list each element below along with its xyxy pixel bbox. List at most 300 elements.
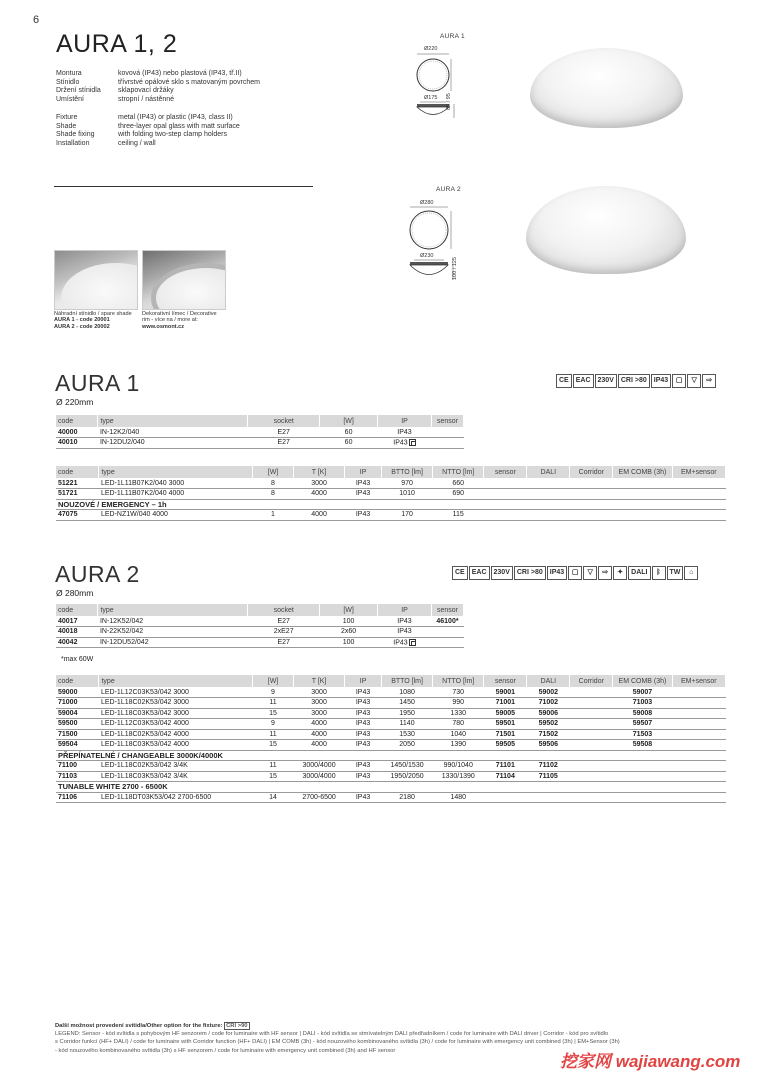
table-cell (570, 792, 613, 803)
table-cell: 3000 (293, 687, 344, 698)
table-group-row (56, 499, 726, 510)
table-cell: LED-1L18C02K53/042 3000 (99, 698, 253, 709)
table-cell: IP (378, 604, 432, 616)
table-cell: LED-1L18C02K53/042 4000 (99, 729, 253, 740)
table-cell: type (99, 466, 253, 478)
certification-icon: CE (556, 374, 572, 388)
table-cell: 2180 (381, 792, 432, 803)
certification-icon: CRI >80 (618, 374, 650, 388)
spec-key: Installation (56, 139, 90, 147)
table-cell (672, 771, 725, 782)
table-cell: IP43 (345, 719, 382, 730)
table-cell: 59508 (613, 740, 672, 751)
table-row (56, 687, 726, 698)
table-cell: IP43 (345, 771, 382, 782)
dim-label: Ø280 (420, 200, 434, 206)
spec-key: Umístění (56, 95, 85, 103)
spec-value: stropní / nástěnné (118, 95, 175, 103)
table-cell: BTTO [lm] (381, 466, 432, 478)
table-cell: EM COMB (3h) (613, 675, 672, 687)
table-cell: 1530 (381, 729, 432, 740)
certification-icon: IP43 (651, 374, 671, 388)
certification-icon: EAC (469, 566, 490, 580)
table-cell (570, 510, 613, 521)
table-cell: sensor (484, 466, 527, 478)
table-cell: 71106 (56, 792, 99, 803)
table-row (56, 489, 726, 500)
table-cell: IP43 (345, 729, 382, 740)
class-ii-icon (409, 439, 416, 446)
dim-label: 100 / 125 (452, 257, 458, 280)
table-cell: 71003 (613, 698, 672, 709)
certification-icon: ▽ (687, 374, 701, 388)
table-cell: socket (248, 415, 320, 427)
table-cell: IP43 (345, 687, 382, 698)
table-cell: 59000 (56, 687, 99, 698)
certification-icon: ▽ (583, 566, 597, 580)
table-cell: 970 (381, 478, 432, 489)
table-cell: 11 (253, 729, 294, 740)
table-cell: 170 (381, 510, 432, 521)
table-cell (672, 687, 725, 698)
table-cell: 8 (253, 489, 294, 500)
table-cell: 71102 (527, 761, 570, 772)
dim-label: 85 / 95 (446, 93, 452, 110)
spec-value: ceiling / wall (118, 139, 156, 147)
table-cell (527, 510, 570, 521)
spec-key: Držení stínidla (56, 87, 101, 95)
table-cell: IN-12DU2/040 (98, 438, 248, 449)
dim-label: Ø230 (420, 253, 434, 259)
table-cell: type (99, 675, 253, 687)
aura1-led-table (56, 466, 726, 521)
table-cell: 46100* (431, 616, 463, 627)
aura2-shade-table (56, 604, 464, 648)
table-cell: 11 (253, 698, 294, 709)
table-cell: 660 (433, 478, 484, 489)
table-cell: 15 (253, 740, 294, 751)
table-cell: IP43 (378, 637, 432, 648)
table-cell (672, 698, 725, 709)
table-cell: IP43 (378, 616, 432, 627)
table-cell: 71501 (484, 729, 527, 740)
cri90-badge: CRI >90 (226, 1023, 248, 1029)
certification-icon: ⇨ (598, 566, 612, 580)
table-cell (672, 489, 725, 500)
page-number: 6 (33, 14, 40, 26)
table-cell: 71101 (484, 761, 527, 772)
table-cell (672, 708, 725, 719)
certification-icon: CE (452, 566, 468, 580)
table-row (56, 637, 464, 648)
table-cell (484, 478, 527, 489)
table-cell: 71502 (527, 729, 570, 740)
aura1-certification-icons (556, 374, 716, 388)
table-cell: IP43 (345, 761, 382, 772)
table-cell: 59002 (527, 687, 570, 698)
table-row (56, 438, 464, 449)
table-cell: 14 (253, 792, 294, 803)
table-cell (431, 627, 463, 638)
table-cell: 115 (433, 510, 484, 521)
table-cell: E27 (248, 637, 320, 648)
table-cell: 4000 (293, 729, 344, 740)
table-cell: 2700-6500 (293, 792, 344, 803)
table-cell: IP43 (378, 427, 432, 438)
table-cell: 59506 (527, 740, 570, 751)
table-cell: 59500 (56, 719, 99, 730)
table-cell: LED-1L18C03K53/042 4000 (99, 740, 253, 751)
table-group-row (56, 782, 726, 793)
table-cell: sensor (431, 604, 463, 616)
aura2-diameter: Ø 280mm (56, 588, 94, 598)
table-cell: 40042 (56, 637, 98, 648)
table-cell: EM COMB (3h) (613, 466, 672, 478)
table-cell: 40017 (56, 616, 98, 627)
table-row (56, 719, 726, 730)
table-cell: EM+sensor (672, 466, 725, 478)
table-cell: 71503 (613, 729, 672, 740)
table-cell (527, 792, 570, 803)
table-cell: 59505 (484, 740, 527, 751)
certification-icon: DALI (628, 566, 650, 580)
table-cell: [W] (253, 675, 294, 687)
table-cell (570, 740, 613, 751)
table-row (56, 761, 726, 772)
table-cell: IN-22K52/042 (98, 627, 248, 638)
page-title: AURA 1, 2 (56, 30, 178, 58)
table-cell: LED-1L18C02K53/042 3/4K (99, 761, 253, 772)
table-cell: 9 (253, 687, 294, 698)
certification-icon: ✦ (613, 566, 627, 580)
spec-value: three-layer opal glass with matt surface (118, 122, 240, 130)
aura1-diameter: Ø 220mm (56, 397, 94, 407)
table-cell: IP43 (345, 489, 382, 500)
table-cell: 3000/4000 (293, 771, 344, 782)
spec-key: Stínidlo (56, 78, 80, 86)
table-cell: 40000 (56, 427, 98, 438)
table-cell (613, 771, 672, 782)
table-cell (672, 792, 725, 803)
table-cell: IP (345, 466, 382, 478)
spec-key: Shade (56, 122, 77, 130)
table-cell: 100 (320, 616, 378, 627)
table-cell: 4000 (293, 510, 344, 521)
table-cell: 40010 (56, 438, 98, 449)
table-cell: 1330/1390 (433, 771, 484, 782)
table-cell: 71500 (56, 729, 99, 740)
table-cell: 11 (253, 761, 294, 772)
table-cell: IP (345, 675, 382, 687)
table-cell: 780 (433, 719, 484, 730)
table-cell: IP43 (345, 478, 382, 489)
table-cell (613, 792, 672, 803)
aura1-technical-drawing (408, 50, 468, 125)
table-cell: LED-NZ1W/040 4000 (99, 510, 253, 521)
table-cell: 2050 (381, 740, 432, 751)
aura1-product-image (530, 48, 683, 128)
table-cell (431, 637, 463, 648)
table-cell: 59502 (527, 719, 570, 730)
table-cell: 1 (253, 510, 294, 521)
table-cell: 15 (253, 771, 294, 782)
table-cell: 59008 (613, 708, 672, 719)
table-cell: 59004 (56, 708, 99, 719)
table-cell: EM+sensor (672, 675, 725, 687)
table-cell: 71103 (56, 771, 99, 782)
spec-value: sklapovací držáky (118, 87, 174, 95)
aura1-drawing-label: AURA 1 (440, 33, 465, 40)
table-cell (570, 698, 613, 709)
table-cell: DALI (527, 675, 570, 687)
table-cell: 1450/1530 (381, 761, 432, 772)
table-cell: 4000 (293, 719, 344, 730)
table-cell: 3000 (293, 698, 344, 709)
table-cell: 2x60 (320, 627, 378, 638)
certification-icon: ▢ (672, 374, 686, 388)
table-cell: IP43 (345, 792, 382, 803)
table-cell: code (56, 466, 99, 478)
table-cell: 3000 (293, 708, 344, 719)
table-cell: LED-1L12C03K53/042 3000 (99, 687, 253, 698)
table-cell (613, 510, 672, 521)
decorative-rim-image (142, 250, 226, 310)
table-cell: 51221 (56, 478, 99, 489)
table-cell: 9 (253, 719, 294, 730)
table-cell (484, 510, 527, 521)
table-cell (570, 771, 613, 782)
table-cell: E27 (248, 438, 320, 449)
table-cell: 71104 (484, 771, 527, 782)
table-row (56, 510, 726, 521)
table-cell: sensor (484, 675, 527, 687)
spec-key: Montura (56, 70, 82, 77)
table-cell (613, 489, 672, 500)
table-cell (431, 438, 463, 449)
table-cell: 730 (433, 687, 484, 698)
table-cell: Corridor (570, 466, 613, 478)
table-cell: 59007 (613, 687, 672, 698)
table-cell: 1040 (433, 729, 484, 740)
certification-icon: CRI >80 (514, 566, 546, 580)
table-cell: T [K] (293, 466, 344, 478)
aura1-shade-table (56, 415, 464, 449)
table-cell: 100 (320, 637, 378, 648)
table-cell: 71002 (527, 698, 570, 709)
table-cell (570, 478, 613, 489)
table-cell (570, 708, 613, 719)
table-row (56, 729, 726, 740)
table-cell: LED-1L18C03K53/042 3/4K (99, 771, 253, 782)
spec-key: Shade fixing (56, 131, 95, 139)
table-cell: 60 (320, 438, 378, 449)
spec-key: Fixture (56, 114, 78, 121)
spec-value: kovová (IP43) nebo plastová (IP43, tř.II) (118, 70, 242, 77)
table-row (56, 616, 464, 627)
certification-icon: ▢ (568, 566, 582, 580)
spare-shade-caption: Náhradní stínidlo / spare shade AURA 1 - code 20001 AURA 2 - code 20002 (54, 311, 132, 330)
table-cell: LED-1L18DT03K53/042 2700-6500 (99, 792, 253, 803)
certification-icon: 230V (491, 566, 513, 580)
table-cell: socket (248, 604, 320, 616)
table-cell: 47075 (56, 510, 99, 521)
table-cell: 59501 (484, 719, 527, 730)
table-cell (570, 687, 613, 698)
aura1-title: AURA 1 (55, 370, 140, 396)
watermark: 挖家网 wajiawang.com (560, 1052, 741, 1071)
table-cell (672, 510, 725, 521)
table-cell: 1480 (433, 792, 484, 803)
table-cell: 59006 (527, 708, 570, 719)
table-cell: LED-1L12C03K53/042 4000 (99, 719, 253, 730)
table-cell: IP43 (345, 510, 382, 521)
table-cell: 15 (253, 708, 294, 719)
table-cell: 4000 (293, 489, 344, 500)
certification-icon: IP43 (547, 566, 567, 580)
table-cell: [W] (253, 466, 294, 478)
table-cell: 1140 (381, 719, 432, 730)
table-cell (672, 719, 725, 730)
table-cell: 1330 (433, 708, 484, 719)
certification-icon: ᛒ (652, 566, 666, 580)
table-cell: 990/1040 (433, 761, 484, 772)
certification-icon: TW (667, 566, 684, 580)
table-cell: T [K] (293, 675, 344, 687)
spec-value: with folding two-step clamp holders (118, 131, 227, 139)
certification-icon: ⇨ (702, 374, 716, 388)
table-cell: BTTO [lm] (381, 675, 432, 687)
table-header-row (56, 604, 464, 616)
table-row (56, 792, 726, 803)
aura2-technical-drawing (404, 204, 466, 294)
table-cell: 1390 (433, 740, 484, 751)
table-cell: 990 (433, 698, 484, 709)
table-cell (484, 792, 527, 803)
table-cell: 690 (433, 489, 484, 500)
table-cell: DALI (527, 466, 570, 478)
table-cell: 71105 (527, 771, 570, 782)
table-cell: type (98, 604, 248, 616)
dim-label: Ø175 (424, 95, 438, 101)
table-cell: 3000/4000 (293, 761, 344, 772)
table-cell (527, 489, 570, 500)
table-cell: 60 (320, 427, 378, 438)
decorative-rim-caption: Dekorativní límec / Decorative rim - více na / more at: www.osmont.cz (142, 311, 217, 330)
footer-legend: Další možnost provedení svítidla/Other option for the fixture: CRI >90 LEGEND: Sensor - kód svítidla s pohybovým HF senzorem / code for luminaire with HF sensor | DALI - kód svítidla se stmívatelným DALI předřadníkem / code for luminaire with DALI driver | Corridor - kód pro svítidlo s Corridor funkcí (HF+ DALI) / code for luminaire with Corridor function (HF+ DALI) | EM COMB (3h) - kód nouzového kombinovaného svítidla (3h) / code for luminaire with emergency unit combined (3h) | EM+Sensor (3h) - kód nouzového kombinovaného svítidla (3h) s HF senzorem / code for luminaire with emergency unit combined (3h) and HF sensor (55, 1023, 620, 1054)
table-cell: Corridor (570, 675, 613, 687)
table-row (56, 478, 726, 489)
table-cell: IN-12K52/042 (98, 616, 248, 627)
table-header-row (56, 466, 726, 478)
table-row (56, 771, 726, 782)
aura2-product-image (526, 186, 686, 274)
table-cell (527, 478, 570, 489)
table-header-row (56, 415, 464, 427)
table-cell (672, 478, 725, 489)
aura2-drawing-label: AURA 2 (436, 186, 461, 193)
spare-shade-image (54, 250, 138, 310)
table-cell: type (98, 415, 248, 427)
table-header-row (56, 675, 726, 687)
table-cell: 59507 (613, 719, 672, 730)
table-group-label: TUNABLE WHITE 2700 - 6500K (56, 782, 726, 793)
spec-value: třívrstvé opálové sklo s matovaným povrchem (118, 78, 260, 86)
aura2-led-table (56, 675, 726, 803)
table-cell: code (56, 604, 98, 616)
table-group-label: NOUZOVÉ / EMERGENCY – 1h (56, 499, 726, 510)
table-cell: 1950/2050 (381, 771, 432, 782)
table-cell: E27 (248, 427, 320, 438)
table-cell (570, 761, 613, 772)
table-cell: 71100 (56, 761, 99, 772)
table-cell: [W] (320, 604, 378, 616)
table-cell: 71000 (56, 698, 99, 709)
table-cell: IP43 (378, 438, 432, 449)
table-cell (570, 489, 613, 500)
table-cell: 59504 (56, 740, 99, 751)
divider (54, 186, 313, 187)
table-cell (570, 729, 613, 740)
max-watt-note: *max 60W (61, 656, 94, 663)
table-cell (672, 729, 725, 740)
aura2-certification-icons (452, 566, 698, 580)
table-cell (672, 761, 725, 772)
table-cell: IP43 (378, 627, 432, 638)
table-cell: 2xE27 (248, 627, 320, 638)
class-ii-icon (409, 639, 416, 646)
table-cell: 51721 (56, 489, 99, 500)
table-row (56, 740, 726, 751)
certification-icon: ⌂ (684, 566, 698, 580)
table-cell (484, 489, 527, 500)
table-cell: 59001 (484, 687, 527, 698)
table-row (56, 698, 726, 709)
table-cell: NTTO [lm] (433, 466, 484, 478)
table-cell (613, 761, 672, 772)
table-cell: IN-12DU52/042 (98, 637, 248, 648)
table-row (56, 427, 464, 438)
table-cell (613, 478, 672, 489)
table-cell: LED-1L11B07K2/040 3000 (99, 478, 253, 489)
table-cell: NTTO [lm] (433, 675, 484, 687)
table-cell: 1450 (381, 698, 432, 709)
table-cell: 1010 (381, 489, 432, 500)
table-cell (570, 719, 613, 730)
table-cell: 1950 (381, 708, 432, 719)
aura2-title: AURA 2 (55, 561, 140, 587)
table-cell: IP (378, 415, 432, 427)
table-cell: IP43 (345, 740, 382, 751)
dim-label: Ø220 (424, 46, 438, 52)
table-row (56, 627, 464, 638)
spec-value: metal (IP43) or plastic (IP43, class II) (118, 114, 233, 121)
certification-icon: EAC (573, 374, 594, 388)
table-cell: sensor (431, 415, 463, 427)
table-group-label: PŘEPÍNATELNÉ / CHANGEABLE 3000K/4000K (56, 750, 726, 761)
table-cell: code (56, 415, 98, 427)
table-cell: 59005 (484, 708, 527, 719)
table-cell: code (56, 675, 99, 687)
table-cell: [W] (320, 415, 378, 427)
table-cell: IP43 (345, 708, 382, 719)
table-cell (672, 740, 725, 751)
table-cell: IN-12K2/040 (98, 427, 248, 438)
table-cell: IP43 (345, 698, 382, 709)
table-cell (431, 427, 463, 438)
table-cell: 71001 (484, 698, 527, 709)
table-cell: E27 (248, 616, 320, 627)
table-row (56, 708, 726, 719)
